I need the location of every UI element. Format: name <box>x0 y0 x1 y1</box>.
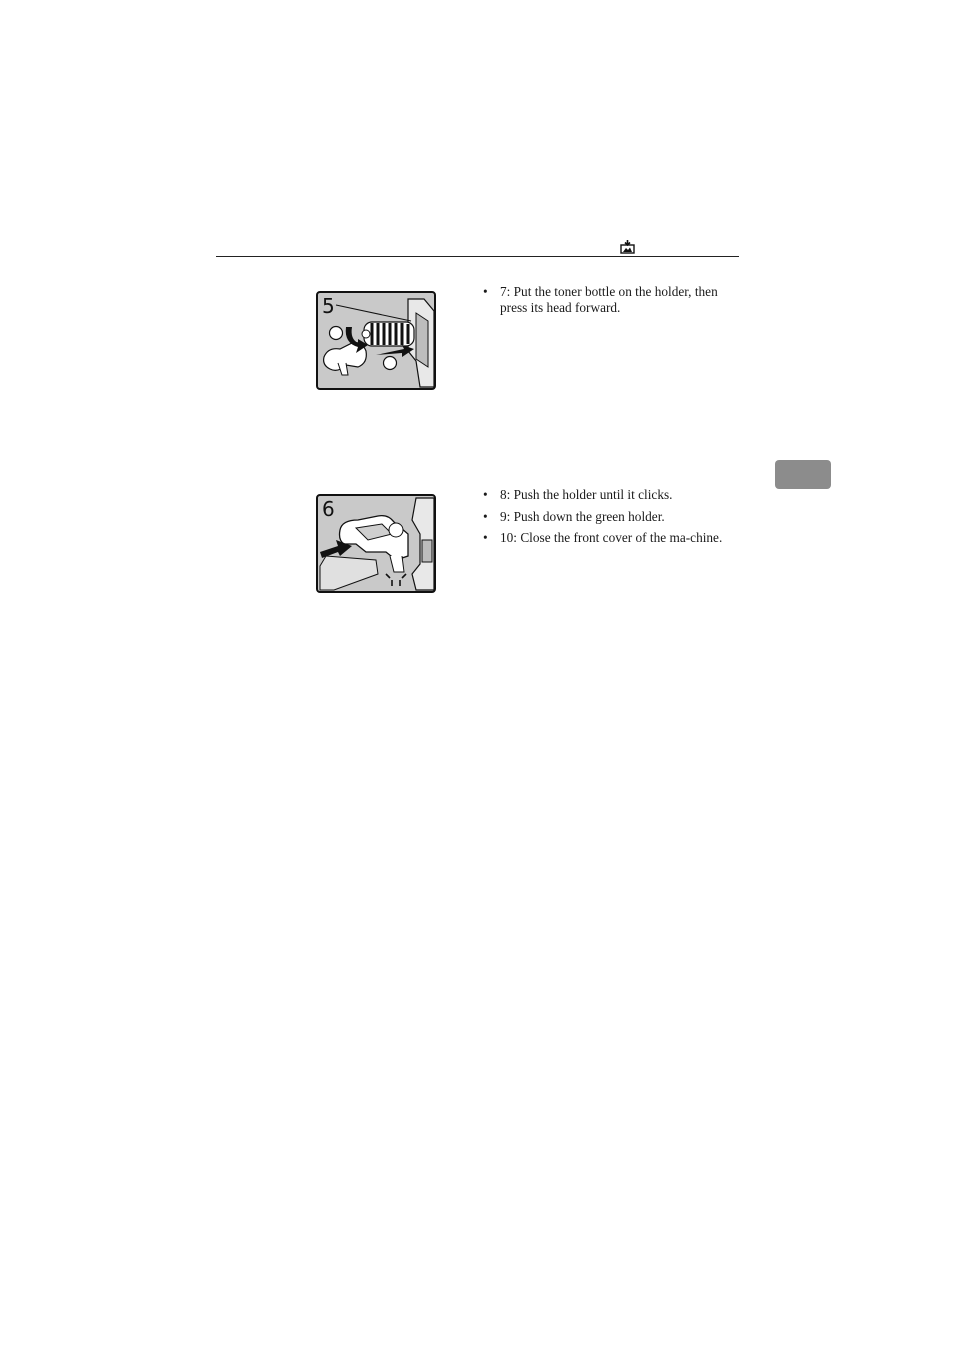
figure-step-6 <box>316 494 436 593</box>
figure-step-number: 6 <box>322 497 335 521</box>
step-text: 7: Put the toner bottle on the holder, then press its head forward. <box>500 284 718 315</box>
figure-step-number: 5 <box>322 294 335 318</box>
list-item <box>483 284 733 316</box>
bullet: • <box>483 284 488 299</box>
figure-step-5 <box>316 291 436 390</box>
bullet: • <box>483 487 488 502</box>
bullet: • <box>483 508 488 524</box>
toner-replace-icon <box>620 239 635 254</box>
step-text: 10: Close the front cover of the ma-chine. <box>500 530 723 545</box>
list-item <box>483 509 733 525</box>
step-text: 8: Push the holder until it clicks. <box>500 487 673 502</box>
header-rule <box>216 256 739 257</box>
step-list <box>483 284 733 322</box>
list-item <box>483 530 733 546</box>
list-item <box>483 487 733 503</box>
chapter-tab <box>775 460 831 489</box>
bullet: • <box>483 530 488 545</box>
step-list <box>483 487 733 552</box>
step-text: 9: Push down the green holder. <box>500 508 665 524</box>
